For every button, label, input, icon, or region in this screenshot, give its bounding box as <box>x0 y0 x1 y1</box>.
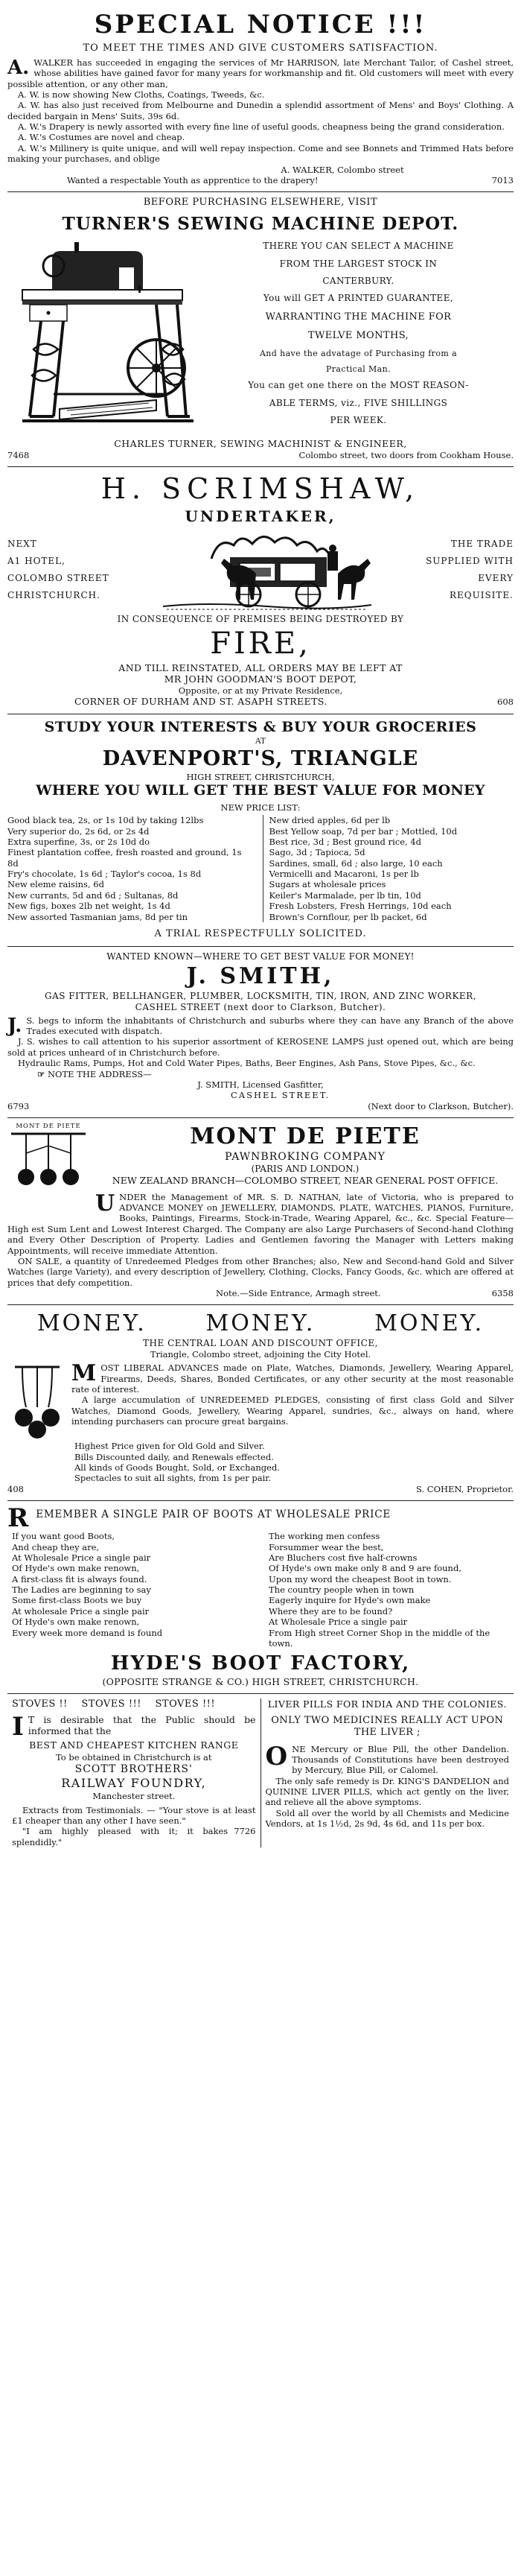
mont-note: Note.—Side Entrance, Armagh street. <box>216 1288 381 1298</box>
price-item: Best Yellow soap, 7d per bar ; Mottled, 10d <box>269 825 458 837</box>
turner-line: WARRANTING THE MACHINE FOR <box>265 311 452 323</box>
scrimshaw-fire: FIRE, <box>210 626 311 661</box>
price-item: New assorted Tasmanian jams, 8d per tin <box>7 911 188 922</box>
stoves-splendid: "I am highly pleased with it; it bakes splendidly." <box>12 1826 228 1847</box>
smith-wanted: WANTED KNOWN—WHERE TO GET BEST VALUE FOR MONEY! <box>106 951 415 962</box>
turner-line: ABLE TERMS, viz., FIVE SHILLINGS <box>269 397 448 408</box>
money-ad <box>7 1305 514 1501</box>
price-item: Sago, 3d ; Tapioca, 5d <box>269 847 365 858</box>
smith-trades: GAS FITTER, BELLHANGER, PLUMBER, LOCKSMITH, TIN, IRON, AND ZINC WORKER, <box>44 990 477 1001</box>
verse-line: And cheap they are, <box>12 1541 100 1552</box>
price-item: Sardines, small, 6d ; also large, 10 each <box>269 857 443 869</box>
price-item: New figs, boxes 2lb net weight, 1s 4d <box>7 901 170 912</box>
price-item: Extra superfine, 3s, or 2s 10d do <box>7 836 150 847</box>
mont-sub3: NEW ZEALAND BRANCH—COLOMBO STREET, NEAR GENERAL POST OFFICE. <box>112 1175 499 1186</box>
scrimshaw-right-line: EVERY <box>478 572 514 583</box>
davenport-price-list-heading: NEW PRICE LIST: <box>220 802 301 813</box>
verse-line: If you want good Boots, <box>12 1531 115 1542</box>
liver-headline: LIVER PILLS FOR INDIA AND THE COLONIES. <box>267 1698 507 1710</box>
scrimshaw-right-line: REQUISITE. <box>449 589 514 600</box>
walker-wanted: Wanted a respectable Youth as apprentice to the drapery! <box>67 174 319 185</box>
davenport-trial: A TRIAL RESPECTFULLY SOLICITED. <box>154 927 367 939</box>
verse-line: A first-class fit is always found. <box>12 1573 147 1584</box>
verse-line: The country people when in town <box>269 1584 415 1595</box>
mont-p2: ON SALE, a quantity of Unredeemed Pledges from other Branches; also, New and Second-hand Gold and Silver Watches (large Variety), and every description of Jewellery, Clothing, Clocks, Fancy Goods, &c. which are offered at prices that defy competition. <box>7 1255 514 1288</box>
special-notice-subtitle: TO MEET THE TIMES AND GIVE CUSTOMERS SATISFACTION. <box>83 42 438 54</box>
money-code: 408 <box>7 1483 24 1494</box>
stoves-scott: SCOTT BROTHERS' <box>74 1763 193 1775</box>
davenport-ad <box>7 714 514 947</box>
smith-note <box>7 1069 514 1079</box>
money-word: MONEY. <box>36 1310 147 1337</box>
smith-title: J. SMITH, <box>186 963 335 990</box>
turner-line: You can get one there on the MOST REASON- <box>248 380 469 391</box>
turner-ad <box>7 192 514 467</box>
stoves-liver-ads <box>7 1694 514 1853</box>
scrimshaw-right-line: THE TRADE <box>450 539 514 550</box>
scrimshaw-left-line: COLOMBO STREET <box>7 572 109 583</box>
mont-sub2: (PARIS AND LONDON.) <box>251 1164 359 1174</box>
money-title <box>7 1310 514 1338</box>
walker-code: 7013 <box>491 174 514 185</box>
scrimshaw-title: H. SCRIMSHAW, <box>100 472 421 506</box>
mont-p1-wrap <box>7 1192 514 1256</box>
scrimshaw-left-line: CHRISTCHURCH. <box>7 589 100 600</box>
scrimshaw-right-line: SUPPLIED WITH <box>426 555 514 566</box>
verse-line: At wholesale Price a single pair <box>12 1605 150 1617</box>
boots-headline: EMEMBER A SINGLE PAIR OF BOOTS AT WHOLESALE PRICE <box>36 1509 391 1521</box>
price-item: Keiler's Marmalade, per lb tin, 10d <box>269 889 421 901</box>
money-word: MONEY. <box>205 1310 316 1337</box>
price-item: Sugars at wholesale prices <box>269 879 386 890</box>
stoves-p1-wrap <box>12 1711 256 1742</box>
stoves-initial: I <box>12 1711 24 1742</box>
walker-intro <box>7 57 514 89</box>
turner-line: CANTERBURY. <box>322 276 394 287</box>
verse-line: Where they are to be found? <box>269 1605 393 1617</box>
pawnbroker-logo-label: MONT DE PIETE <box>16 1123 81 1130</box>
scrimshaw-code: 608 <box>497 697 514 708</box>
boots-initial: R <box>7 1503 29 1534</box>
price-item: New eleme raisins, 6d <box>7 879 104 890</box>
money-p2: A large accumulation of UNREDEEMED PLEDGES, consisting of first class Gold and Silver Watches, Diamond Goods, Jewellery, Wearing Apparel, sundries, &c., always on hand, where intending purchasers can procure great bargains. <box>71 1395 514 1427</box>
hearse-illustration <box>159 529 375 611</box>
turner-line: You will GET A PRINTED GUARANTEE, <box>263 293 454 304</box>
stoves-railway: RAILWAY FOUNDRY, <box>61 1776 207 1791</box>
sewing-machine-illustration <box>7 238 197 435</box>
turner-line: FROM THE LARGEST STOCK IN <box>279 258 438 269</box>
davenport-price-col-right <box>263 815 514 922</box>
pawnbroker-balls-icon <box>7 1131 89 1189</box>
davenport-where: WHERE YOU WILL GET THE BEST VALUE FOR MONEY <box>36 782 485 799</box>
price-item: Good black tea, 2s, or 1s 10d by taking 12lbs <box>7 815 204 826</box>
davenport-title: DAVENPORT'S, TRIANGLE <box>102 746 419 770</box>
money-office: THE CENTRAL LOAN AND DISCOUNT OFFICE, <box>143 1337 378 1348</box>
mont-de-piete-ad <box>7 1118 514 1305</box>
verse-line: Every week more demand is found <box>12 1627 163 1638</box>
smith-sig-next: (Next door to Clarkson, Butcher). <box>368 1100 514 1111</box>
scrimshaw-right <box>426 536 514 603</box>
money-p1-wrap <box>71 1362 514 1395</box>
money-word: MONEY. <box>374 1310 485 1337</box>
turner-title: TURNER'S SEWING MACHINE DEPOT. <box>62 213 459 234</box>
turner-line: THERE YOU CAN SELECT A MACHINE <box>263 241 454 252</box>
hyde-boots-ad <box>7 1501 514 1694</box>
smith-sig-street: CASHEL STREET. <box>231 1090 330 1101</box>
scrimshaw-corner: CORNER OF DURHAM AND ST. ASAPH STREETS. <box>74 696 327 708</box>
stoves-obtained: To be obtained in Christchurch is at <box>56 1752 212 1763</box>
stoves-p1: T is desirable that the Public should be informed that the <box>28 1713 256 1737</box>
special-notice-title: SPECIAL NOTICE !!! <box>94 10 427 39</box>
walker-signature: A. WALKER, Colombo street <box>281 164 404 175</box>
verse-line: Of Hyde's own make renown, <box>12 1563 140 1574</box>
stoves-extracts: Extracts from Testimonials. — "Your stove is at least £1 cheaper than any other I have seen." <box>12 1804 256 1826</box>
turner-line: Practical Man. <box>325 364 391 374</box>
mont-code: 6358 <box>491 1288 514 1298</box>
price-item: Brown's Cornflour, per lb packet, 6d <box>269 911 427 922</box>
stoves-ad <box>7 1698 260 1847</box>
mont-p1: NDER the Management of MR. S. D. NATHAN, late of Victoria, who is prepared to ADVANCE MONEY on JEWELLERY, DIAMONDS, PLATE, WATCHES, PIANOS, Furniture, Books, Paintings, Firearms, Stock-in-Trade, Wearing Apparel, &c., &c. Special Feature—High est Sum Lent and Lowest Interest Charged. The Company are also Large Purchasers of Second-hand Clothing and Every Other Description of Property. Ladies and Gentlemen favoring the Manager with Letters making Appointments, will receive immediate Attention. <box>7 1191 514 1256</box>
scrimshaw-left-line: A1 HOTEL, <box>7 555 65 566</box>
smith-street: CASHEL STREET (next door to Clarkson, Butcher). <box>135 1001 386 1012</box>
scrimshaw-opposite: Opposite, or at my Private Residence, <box>178 685 343 696</box>
davenport-price-col-left <box>7 815 252 922</box>
turner-before: BEFORE PURCHASING ELSEWHERE, VISIT <box>143 197 378 209</box>
verse-line: The Ladies are beginning to say <box>12 1584 151 1595</box>
walker-p1: WALKER has succeeded in engaging the services of Mr HARRISON, late Merchant Tailor, of Cashel street, whose abilities have gained favor for many years for workmanship and fit. Old customers will meet with every possible attention, or any other man, <box>7 57 514 89</box>
smith-p3: Hydraulic Rams, Pumps, Hot and Cold Water Pipes, Baths, Beer Engines, Ash Pans, Stove Pipes, &c., &c. <box>18 1058 476 1069</box>
walker-p6: A. W.'s Millinery is quite unique, and will well repay inspection. Come and see Bonnets and Trimmed Hats before making your purchases, and oblige <box>7 142 514 165</box>
money-office-addr: Triangle, Colombo street, adjoining the City Hotel. <box>150 1348 371 1360</box>
scrimshaw-depot: MR JOHN GOODMAN'S BOOT DEPOT, <box>164 673 357 685</box>
stoves-manchester: Manchester street. <box>92 1791 176 1802</box>
scrimshaw-left <box>7 536 109 603</box>
verse-line: Upon my word the cheapest Boot in town. <box>269 1573 452 1584</box>
liver-initial: O <box>265 1741 288 1771</box>
hyde-title: HYDE'S BOOT FACTORY, <box>110 1652 411 1675</box>
smith-code: 6793 <box>7 1100 30 1111</box>
price-item: Very superior do, 2s 6d, or 2s 4d <box>7 825 150 837</box>
walker-initial: A. <box>7 56 30 79</box>
scrimshaw-left-line: NEXT <box>7 539 37 550</box>
verse-line: Of Hyde's own make renown, <box>12 1617 140 1628</box>
smith-sig: J. SMITH, Licensed Gasfitter, <box>197 1079 324 1090</box>
money-initial: M <box>71 1360 97 1387</box>
davenport-address: HIGH STREET, CHRISTCHURCH, <box>186 771 335 782</box>
special-notice-ad <box>7 4 514 192</box>
smith-initial: J. <box>7 1014 22 1037</box>
scrimshaw-till: AND TILL REINSTATED, ALL ORDERS MAY BE LEFT AT <box>118 662 403 673</box>
smith-p1: S. begs to inform the inhabitants of Christchurch and suburbs where they can have any Branch of the above Trades executed with dispatch. <box>26 1015 514 1036</box>
turner-code: 7468 <box>7 449 30 460</box>
turner-line: PER WEEK. <box>330 415 387 426</box>
boots-verse-right <box>269 1531 514 1649</box>
verse-line: Forsummer wear the best, <box>269 1541 384 1552</box>
money-p5: All kinds of Goods Bought, Sold, or Exchanged. <box>74 1462 280 1473</box>
turner-copy <box>203 238 514 435</box>
verse-line: At Wholesale Price a single pair <box>269 1617 408 1628</box>
liver-p1: NE Mercury or Blue Pill, the other Dandelion. Thousands of Constitutions have been destroyed by Mercury, Blue Pill, or Calomel. <box>292 1743 509 1776</box>
smith-ad <box>7 947 514 1118</box>
money-p4: Bills Discounted daily, and Renewals effected. <box>74 1451 274 1462</box>
verse-line: The working men confess <box>269 1531 380 1542</box>
smith-p1-wrap <box>7 1015 514 1037</box>
hyde-address: (OPPOSITE STRANGE & CO.) HIGH STREET, CHRISTCHURCH. <box>102 1675 419 1687</box>
price-item: Fry's chocolate, 1s 6d ; Taylor's cocoa, 1s 8d <box>7 869 202 879</box>
turner-footer-name: CHARLES TURNER, SEWING MACHINIST & ENGINEER, <box>114 438 407 450</box>
stoves-best: BEST AND CHEAPEST KITCHEN RANGE <box>29 1739 239 1751</box>
stoves-headline: STOVES !! STOVES !!! STOVES !!! <box>12 1698 216 1710</box>
liver-pills-ad <box>260 1698 514 1847</box>
walker-p4: A. W.'s Drapery is newly assorted with every fine line of useful goods, cheapness being the grand consideration. <box>18 121 505 132</box>
verse-line: From High street Corner Shop in the middle of the town. <box>269 1627 490 1649</box>
scrimshaw-subtitle: UNDERTAKER, <box>185 507 336 525</box>
walker-p3: A. W. has also just received from Melbourne and Dunedin a splendid assortment of Mens' and Boys' Clothing. A decided bargain in Mens' Suits, 39s 6d. <box>7 100 514 121</box>
price-item: New currants, 5d and 6d ; Sultanas, 8d <box>7 889 179 901</box>
davenport-study: STUDY YOUR INTERESTS & BUY YOUR GROCERIES <box>44 719 477 735</box>
turner-address: Colombo street, two doors from Cookham House. <box>298 449 514 460</box>
smith-p2: J. S. wishes to call attention to his superior assortment of KEROSENE LAMPS just opened out, which are being sold at prices unheard of in Christchurch before. <box>7 1036 514 1058</box>
turner-line: And have the advatage of Purchasing from a <box>259 348 458 358</box>
verse-line: Of Hyde's own make only 8 and 9 are found, <box>269 1563 461 1574</box>
price-item: Finest plantation coffee, fresh roasted and ground, 1s 8d <box>7 847 242 869</box>
davenport-price-list <box>7 815 514 922</box>
liver-p2: The only safe remedy is Dr. KING'S DANDELION and QUININE LIVER PILLS, which act gently on the liver, and relieve all the above symptoms. <box>265 1775 509 1808</box>
liver-only: ONLY TWO MEDICINES REALLY ACT UPON THE LIVER ; <box>271 1715 504 1739</box>
pointing-hand-icon: ☞ <box>37 1068 45 1079</box>
stoves-code: 7726 <box>234 1826 256 1837</box>
money-p6: Spectacles to suit all sights, from 1s per pair. <box>74 1473 272 1484</box>
verse-line: Some first-class Boots we buy <box>12 1595 142 1606</box>
walker-p2: A. W. is now showing New Cloths, Coatings, Tweeds, &c. <box>18 89 265 100</box>
price-item: Best rice, 3d ; Best ground rice, 4d <box>269 836 421 847</box>
davenport-at: AT <box>255 736 266 746</box>
mont-title: MONT DE PIETE <box>190 1123 421 1149</box>
money-sig: S. COHEN, Proprietor. <box>415 1483 514 1494</box>
money-p3: Highest Price given for Old Gold and Silver. <box>74 1441 265 1452</box>
price-item: Vermicelli and Macaroni, 1s per lb <box>269 869 419 879</box>
verse-line: At Wholesale Price a single pair <box>12 1552 151 1563</box>
pawnbroker-logo <box>7 1123 89 1189</box>
price-item: New dried apples, 6d per lb <box>269 815 391 826</box>
mont-sub1: PAWNBROKING COMPANY <box>225 1150 386 1163</box>
turner-line: TWELVE MONTHS, <box>307 330 409 342</box>
price-item: Fresh Lobsters, Fresh Herrings, 10d each <box>269 901 452 912</box>
mont-initial: U <box>95 1190 115 1216</box>
verse-line: Are Bluchers cost five half-crowns <box>269 1552 418 1563</box>
walker-p5: A. W.'s Costumes are novel and cheap. <box>18 132 185 143</box>
liver-p3: Sold all over the world by all Chemists and Medicine Vendors, at 1s 1½d, 2s 9d, 4s 6d, and 11s per box. <box>265 1807 509 1830</box>
scrimshaw-ad <box>7 467 514 714</box>
liver-p1-wrap <box>265 1741 510 1776</box>
boots-verse-left <box>7 1531 257 1649</box>
scrimshaw-consequence: IN CONSEQUENCE OF PREMISES BEING DESTROYED BY <box>117 613 404 624</box>
pawnbroker-balls-icon <box>7 1362 67 1441</box>
smith-note-text: NOTE THE ADDRESS— <box>47 1068 152 1079</box>
verse-line: Eagerly inquire for Hyde's own make <box>269 1595 431 1606</box>
money-p1: OST LIBERAL ADVANCES made on Plate, Watches, Diamonds, Jewellery, Wearing Apparel, Firearms, Deeds, Shares, Bonded Certificates, or any other security at the most reasonable rate of interest. <box>71 1362 514 1395</box>
